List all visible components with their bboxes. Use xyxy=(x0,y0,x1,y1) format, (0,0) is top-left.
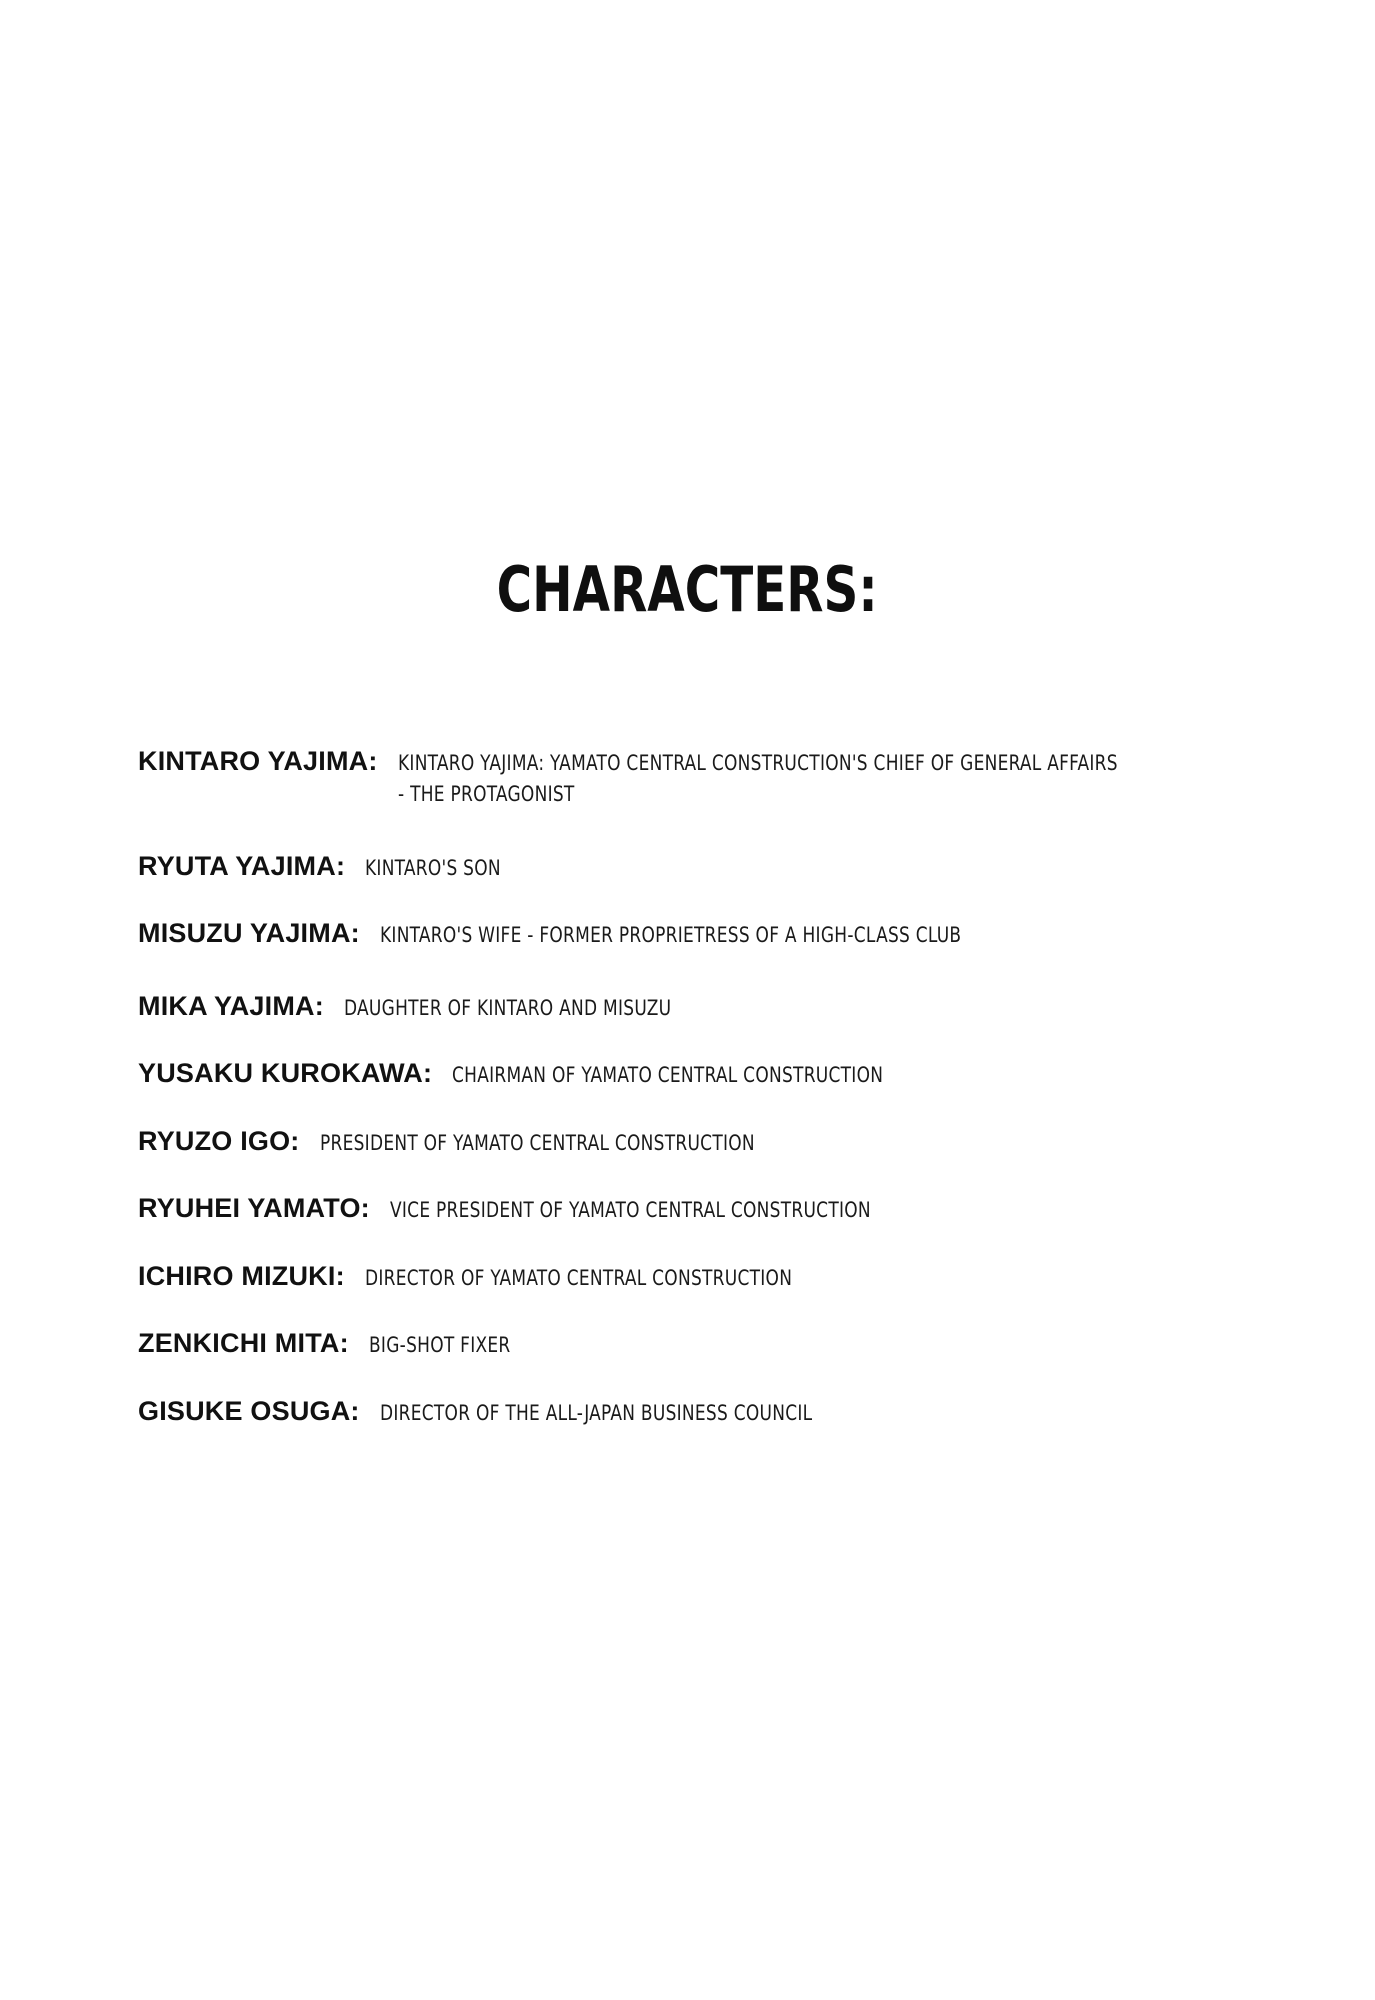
character-description-line-2: - THE PROTAGONIST xyxy=(397,782,575,806)
character-name: ICHIRO MIZUKI: xyxy=(138,1261,345,1291)
character-description: KINTARO'S SON xyxy=(365,856,502,880)
character-name: MISUZU YAJIMA: xyxy=(138,918,360,948)
character-entry-mika-yajima xyxy=(138,991,1258,1024)
character-description: BIG-SHOT FIXER xyxy=(368,1333,511,1357)
character-name: RYUTA YAJIMA: xyxy=(138,851,346,881)
character-description: KINTARO'S WIFE - FORMER PROPRIETRESS OF A HIGH-CLASS CLUB xyxy=(379,923,962,947)
character-entry-kintaro-yajima xyxy=(138,746,1258,810)
character-entry-ryuzo-igo xyxy=(138,1126,1258,1159)
character-name: YUSAKU KUROKAWA: xyxy=(138,1058,433,1088)
character-description: DAUGHTER OF KINTARO AND MISUZU xyxy=(343,996,672,1020)
character-description: DIRECTOR OF YAMATO CENTRAL CONSTRUCTION xyxy=(364,1266,792,1290)
character-name: RYUHEI YAMATO: xyxy=(138,1193,370,1223)
character-name: KINTARO YAJIMA: xyxy=(138,746,378,776)
character-entry-gisuke-osuga xyxy=(138,1396,1258,1429)
character-description: CHAIRMAN OF YAMATO CENTRAL CONSTRUCTION xyxy=(452,1063,884,1087)
character-name: MIKA YAJIMA: xyxy=(138,991,324,1021)
character-entry-zenkichi-mita xyxy=(138,1328,1258,1361)
character-entry-ichiro-mizuki xyxy=(138,1261,1258,1294)
character-entry-yusaku-kurokawa xyxy=(138,1058,1258,1091)
character-description: DIRECTOR OF THE ALL-JAPAN BUSINESS COUNCIL xyxy=(379,1401,813,1425)
character-entry-misuzu-yajima xyxy=(138,918,1258,951)
character-name: GISUKE OSUGA: xyxy=(138,1396,360,1426)
character-entry-ryuhei-yamato xyxy=(138,1193,1258,1226)
character-description xyxy=(398,748,1190,810)
character-description: PRESIDENT OF YAMATO CENTRAL CONSTRUCTION xyxy=(319,1131,755,1155)
character-description-line-1: KINTARO YAJIMA: YAMATO CENTRAL CONSTRUCTION'S CHIEF OF GENERAL AFFAIRS xyxy=(397,751,1118,775)
character-name: RYUZO IGO: xyxy=(138,1126,300,1156)
page-title: CHARACTERS: xyxy=(496,553,878,626)
character-description: VICE PRESIDENT OF YAMATO CENTRAL CONSTRUCTION xyxy=(389,1198,871,1222)
character-entry-ryuta-yajima xyxy=(138,851,1258,884)
character-name: ZENKICHI MITA: xyxy=(138,1328,349,1358)
